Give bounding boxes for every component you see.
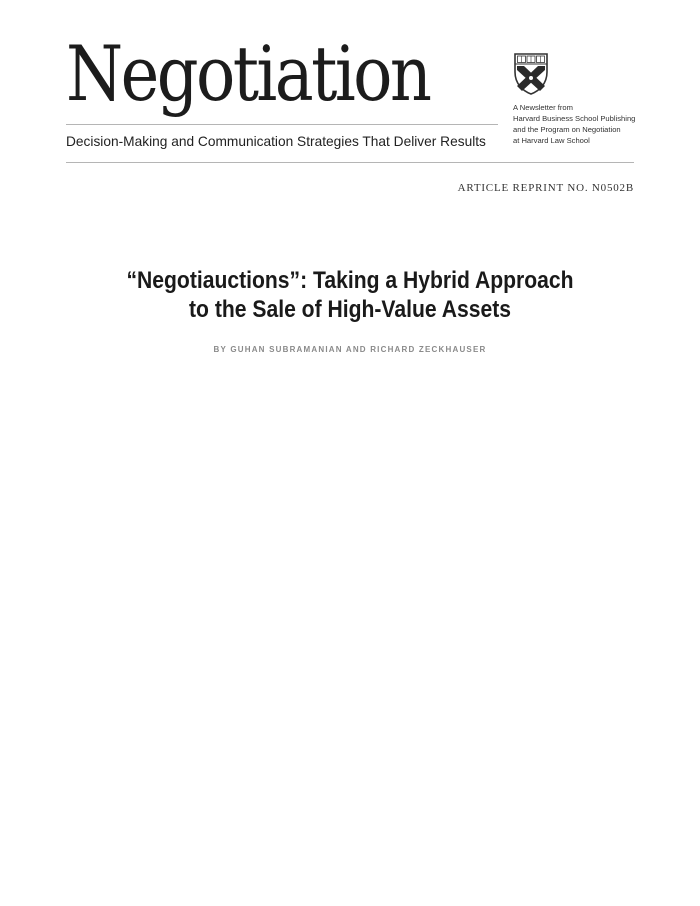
harvard-shield-icon	[513, 52, 549, 96]
article-title-line: “Negotiauctions”: Taking a Hybrid Approach	[126, 267, 574, 294]
masthead-divider	[66, 124, 498, 125]
publisher-line: Harvard Business School Publishing	[513, 114, 636, 123]
publisher-line: and the Program on Negotiation	[513, 125, 621, 134]
header-divider	[66, 162, 634, 163]
reprint-number: ARTICLE REPRINT NO. N0502B	[457, 182, 634, 194]
masthead-title: Negotiation	[66, 29, 430, 118]
publisher-line: A Newsletter from	[513, 103, 573, 112]
masthead-tagline: Decision-Making and Communication Strategies That Deliver Results	[66, 133, 486, 149]
article-title	[86, 266, 614, 324]
publisher-line: at Harvard Law School	[513, 136, 590, 145]
publisher-info	[513, 102, 635, 146]
article-byline: BY GUHAN SUBRAMANIAN AND RICHARD ZECKHAUSER	[213, 345, 487, 354]
article-title-line: to the Sale of High-Value Assets	[189, 296, 511, 323]
